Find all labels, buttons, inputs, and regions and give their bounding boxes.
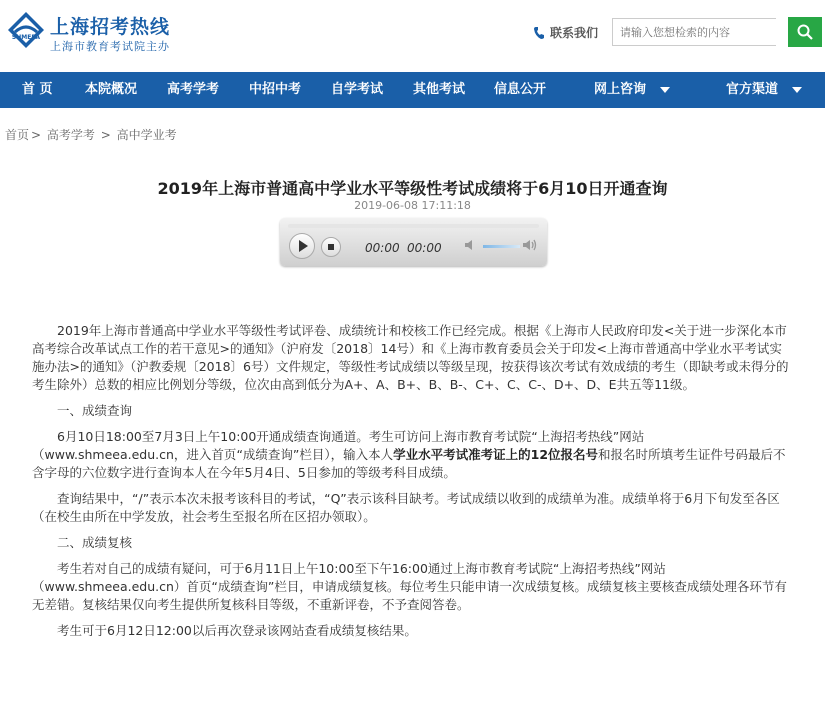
section-heading-query: 一、成绩查询 bbox=[57, 403, 133, 418]
audio-player bbox=[280, 218, 547, 266]
nav-online-consult[interactable] bbox=[594, 72, 670, 108]
breadcrumb bbox=[5, 126, 179, 143]
article-title: 2019年上海市普通高中学业水平等级性考试成绩将于6月10日开通查询 bbox=[157, 179, 668, 198]
nav-home[interactable]: 首 页 bbox=[22, 82, 53, 97]
duration-time: 00:00 bbox=[407, 241, 442, 255]
paragraph-results: 查询结果中，“/”表示本次未报考该科目的考试，“Q”表示该科目缺考。考试成绩以收到的成绩单为准。成绩单将于6月下旬发至各区（在校生由所在中学发放，社会考生至报名所在区招办领取）。 bbox=[32, 491, 780, 524]
breadcrumb-separator: > bbox=[31, 128, 42, 142]
current-time: 00:00 bbox=[365, 241, 400, 255]
search-input[interactable] bbox=[612, 18, 776, 46]
paragraph-query-text-a: 6月10日18:00至7月3日上午10:00开通成绩查询通道。考生可访问上海市教育考试院“上海招考热线”网站（www.shmeea.edu.cn，进入首页“成绩查询”栏目），输入本人 bbox=[32, 429, 645, 462]
site-title[interactable]: 上海招考热线 bbox=[50, 16, 171, 38]
progress-bar[interactable] bbox=[288, 224, 539, 228]
chevron-down-icon bbox=[660, 87, 670, 93]
chevron-down-icon bbox=[792, 87, 802, 93]
paragraph-query bbox=[32, 428, 792, 482]
play-button[interactable] bbox=[289, 233, 315, 259]
nav-self-study-exam[interactable]: 自学考试 bbox=[331, 82, 384, 97]
nav-official-channels[interactable] bbox=[726, 72, 802, 108]
nav-official-channels-label: 官方渠道 bbox=[726, 82, 779, 97]
breadcrumb-gaokao[interactable]: 高考学考 bbox=[46, 128, 95, 142]
paragraph-query-text-c: 和报名时所填考生证件号码最后不含字母的六位数字进行查询本人在今年5月4日、5日参加的等级考科目成绩。 bbox=[32, 447, 786, 480]
section-heading-review: 二、成绩复核 bbox=[57, 535, 133, 550]
breadcrumb-separator: > bbox=[100, 128, 111, 142]
article-body bbox=[32, 322, 792, 648]
nav-zhongkao[interactable]: 中招中考 bbox=[249, 82, 302, 97]
contact-us-link[interactable] bbox=[534, 24, 598, 41]
article-date: 2019-06-08 17:11:18 bbox=[354, 199, 471, 212]
search-icon bbox=[797, 24, 813, 40]
shmeea-logo[interactable] bbox=[6, 10, 46, 50]
nav-about[interactable]: 本院概况 bbox=[85, 82, 138, 97]
site-subtitle: 上海市教育考试院主办 bbox=[50, 40, 170, 53]
nav-online-consult-label: 网上咨询 bbox=[594, 82, 647, 97]
volume-max-icon[interactable] bbox=[522, 238, 538, 252]
paragraph-review-result: 考生可于6月12日12:00以后再次登录该网站查看成绩复核结果。 bbox=[57, 623, 417, 638]
main-nav bbox=[0, 72, 825, 108]
site-header bbox=[0, 0, 825, 72]
nav-gaokao[interactable]: 高考学考 bbox=[167, 82, 220, 97]
logo-text: SHMEEA bbox=[11, 34, 41, 41]
paragraph-intro: 2019年上海市普通高中学业水平等级性考试评卷、成绩统计和校核工作已经完成。根据《上海市人民政府印发<关于进一步深化本市高考综合改革试点工作的若干意见>的通知》（沪府发〔2018〕14号）和《上海市教育委员会关于印发<上海市普通高中学业水平考试实施办法>的通知》（沪教委规〔2018〕6号）文件规定，等级性考试成绩以等级呈现，按获得该次考试有效成绩的考生（即缺考或未得分的考生除外）总数的相应比例划分等级，位次由高到低分为A+、A、B+、B、B-、C+、C、C-、D+、D、E共五等11级。 bbox=[32, 323, 789, 392]
paragraph-review: 考生若对自己的成绩有疑问，可于6月11日上午10:00至下午16:00通过上海市教育考试院“上海招考热线”网站（www.shmeea.edu.cn）首页“成绩查询”栏目，申请成绩复核。每位考生只能申请一次成绩复核。成绩复核主要核查成绩处理各环节有无差错。复核结果仅向考生提供所复核科目等级，不重新评卷，不予查阅答卷。 bbox=[32, 561, 787, 612]
mute-icon[interactable] bbox=[464, 238, 478, 252]
volume-slider[interactable] bbox=[483, 245, 520, 248]
phone-icon bbox=[534, 27, 544, 39]
paragraph-query-bold: 学业水平考试准考证上的12位报名号 bbox=[393, 447, 599, 462]
breadcrumb-home[interactable]: 首页 bbox=[5, 128, 30, 142]
stop-button[interactable] bbox=[321, 237, 341, 257]
contact-label: 联系我们 bbox=[550, 26, 599, 40]
breadcrumb-current[interactable]: 高中学业考 bbox=[116, 128, 177, 142]
nav-other-exams[interactable]: 其他考试 bbox=[413, 82, 466, 97]
search-button[interactable] bbox=[788, 17, 822, 47]
nav-info-disclosure[interactable]: 信息公开 bbox=[494, 82, 547, 97]
